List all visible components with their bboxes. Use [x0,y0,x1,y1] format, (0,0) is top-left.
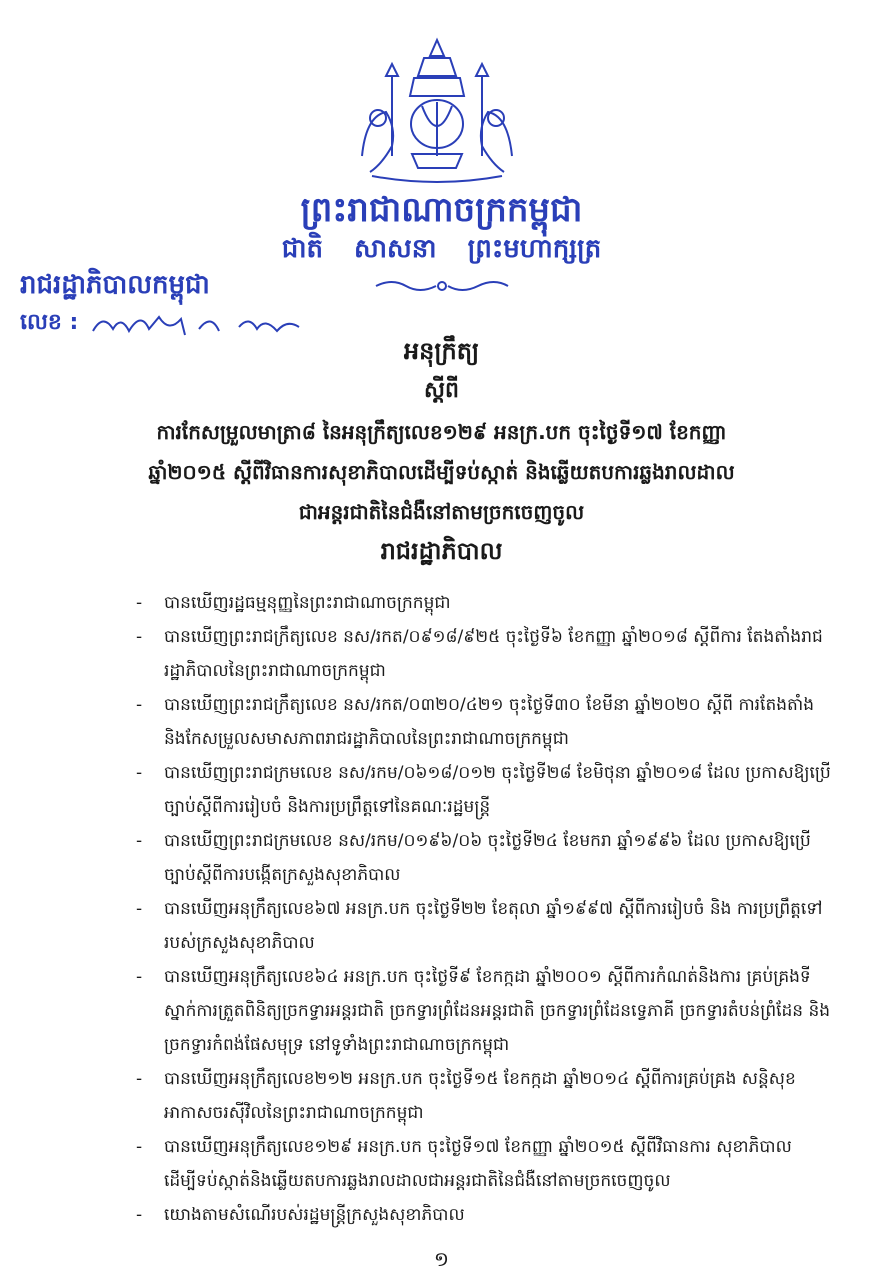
list-item: - បានឃើញអនុក្រឹត្យលេខ៦៤ អនក្រ.បក ចុះថ្ងៃទី៩ ខែកក្កដា ឆ្នាំ២០០១ ស្ដីពីការកំណត់និងការ គ្រប់គ្រងទីស្នាក់ការត្រួតពិនិត្យច្រកទ្វារអន្តរជាតិ ច្រកទ្វារព្រំដែនអន្តរជាតិ ច្រកទ្វារព្រំដែនទ្វេភាគី ច្រកទ្វារតំបន់ព្រំដែន និងច្រកទ្វារកំពង់ផែសមុទ្រ នៅទូទាំងព្រះរាជាណាចក្រកម្ពុជា [136,960,836,1062]
list-item: - បានឃើញអនុក្រឹត្យលេខ៦៧ អនក្រ.បក ចុះថ្ងៃទី២២ ខែតុលា ឆ្នាំ១៩៩៧ ស្ដីពីការរៀបចំ និង ការប្រព្រឹត្តទៅរបស់ក្រសួងសុខាភិបាល [136,892,836,960]
subject-title [60,412,823,532]
about-label: ស្ដីពី [424,378,459,403]
list-item: - បានឃើញអនុក្រឹត្យលេខ១២៩ អនក្រ.បក ចុះថ្ងៃទី១៧ ខែកញ្ញា ឆ្នាំ២០១៥ ស្ដីពីវិធានការ សុខាភិបាលដើម្បីទប់ស្កាត់និងឆ្លើយតបការឆ្លងរាលដាលជាអន្តរជាតិនៃជំងឺនៅតាមច្រកចេញចូល [136,1130,836,1198]
list-item: - បានឃើញព្រះរាជក្រមលេខ នស/រកម/០៦១៨/០១២ ចុះថ្ងៃទី២៨ ខែមិថុនា ឆ្នាំ២០១៨ ដែល ប្រកាសឱ្យប្រើច្បាប់ស្ដីពីការរៀបចំ និងការប្រព្រឹត្តទៅនៃគណៈរដ្ឋមន្ត្រី [136,756,836,824]
government-label: រាជរដ្ឋាភិបាលកម្ពុជា [20,270,210,300]
list-item: - បានឃើញព្រះរាជក្រមលេខ នស/រកម/០១៩៦/០៦ ចុះថ្ងៃទី២៤ ខែមករា ឆ្នាំ១៩៩៦ ដែល ប្រកាសឱ្យប្រើច្បាប់ស្ដីពីការបង្កើតក្រសួងសុខាភិបាល [136,824,836,892]
ornament-divider-icon [372,276,512,296]
handwritten-number-icon [89,309,309,339]
list-item-text: បានឃើញព្រះរាជក្រមលេខ នស/រកម/០១៩៦/០៦ ចុះថ្ងៃទី២៤ ខែមករា ឆ្នាំ១៩៩៦ ដែល ប្រកាសឱ្យប្រើច្បាប់ស្ដីពីការបង្កើតក្រសួងសុខាភិបាល [164,831,811,885]
list-item: - បានឃើញព្រះរាជក្រឹត្យលេខ នស/រកត/០៩១៨/៩២៥ ចុះថ្ងៃទី៦ ខែកញ្ញា ឆ្នាំ២០១៨ ស្ដីពីការ តែងតាំងរាជរដ្ឋាភិបាលនៃព្រះរាជាណាចក្រកម្ពុជា [136,620,836,688]
list-item-text: បានឃើញរដ្ឋធម្មនុញ្ញនៃព្រះរាជាណាចក្រកម្ពុជា [164,593,451,613]
list-item-text: បានឃើញអនុក្រឹត្យលេខ១២៩ អនក្រ.បក ចុះថ្ងៃទី១៧ ខែកញ្ញា ឆ្នាំ២០១៥ ស្ដីពីវិធានការ សុខាភិបាលដើម្បីទប់ស្កាត់និងឆ្លើយតបការឆ្លងរាលដាលជាអន្តរជាតិនៃជំងឺនៅតាមច្រកចេញចូល [164,1137,792,1191]
preamble-list [136,586,836,1232]
page-number: ១ [433,1247,450,1271]
government-heading: រាជរដ្ឋាភិបាល [380,537,503,565]
royal-emblem-icon [352,36,522,186]
kingdom-name: ព្រះរាជាណាចក្រកម្ពុជា [300,190,583,230]
list-item: - បានឃើញព្រះរាជក្រឹត្យលេខ នស/រកត/០៣២០/៤២១ ចុះថ្ងៃទី៣០ ខែមីនា ឆ្នាំ២០២០ ស្ដីពី ការតែងតាំង និងកែសម្រួលសមាសភាពរាជរដ្ឋាភិបាលនៃព្រះរាជាណាចក្រកម្ពុជា [136,688,836,756]
list-item-text: បានឃើញព្រះរាជក្រឹត្យលេខ នស/រកត/០៩១៨/៩២៥ ចុះថ្ងៃទី៦ ខែកញ្ញា ឆ្នាំ២០១៨ ស្ដីពីការ តែងតាំងរាជរដ្ឋាភិបាលនៃព្រះរាជាណាចក្រកម្ពុជា [164,627,823,681]
list-item-text: បានឃើញព្រះរាជក្រមលេខ នស/រកម/០៦១៨/០១២ ចុះថ្ងៃទី២៨ ខែមិថុនា ឆ្នាំ២០១៨ ដែល ប្រកាសឱ្យប្រើច្បាប់ស្ដីពីការរៀបចំ និងការប្រព្រឹត្តទៅនៃគណៈរដ្ឋមន្ត្រី [164,763,831,817]
list-item-text: បានឃើញព្រះរាជក្រឹត្យលេខ នស/រកត/០៣២០/៤២១ ចុះថ្ងៃទី៣០ ខែមីនា ឆ្នាំ២០២០ ស្ដីពី ការតែងតាំង និងកែសម្រួលសមាសភាពរាជរដ្ឋាភិបាលនៃព្រះរាជាណាចក្រកម្ពុជា [164,695,815,749]
list-item-text: បានឃើញអនុក្រឹត្យលេខ៦៤ អនក្រ.បក ចុះថ្ងៃទី៩ ខែកក្កដា ឆ្នាំ២០០១ ស្ដីពីការកំណត់និងការ គ្រប់គ្រងទីស្នាក់ការត្រួតពិនិត្យច្រកទ្វារអន្តរជាតិ ច្រកទ្វារព្រំដែនអន្តរជាតិ ច្រកទ្វារព្រំដែនទ្វេភាគី ច្រកទ្វារតំបន់ព្រំដែន និងច្រកទ្វារកំពង់ផែសមុទ្រ នៅទូទាំងព្រះរាជាណាចក្រកម្ពុជា [164,967,831,1055]
subject-line: ជាអន្តរជាតិនៃជំងឺនៅតាមច្រកចេញចូល [298,500,585,524]
number-label: លេខ : [20,310,79,335]
list-item-text: បានឃើញអនុក្រឹត្យលេខ៦៧ អនក្រ.បក ចុះថ្ងៃទី២២ ខែតុលា ឆ្នាំ១៩៩៧ ស្ដីពីការរៀបចំ និង ការប្រព្រឹត្តទៅរបស់ក្រសួងសុខាភិបាល [164,899,823,953]
subject-line: ការកែសម្រួលមាត្រា៨ នៃអនុក្រឹត្យលេខ១២៩ អនក្រ.បក ចុះថ្ងៃទី១៧ ខែកញ្ញា [156,420,727,444]
list-item: - បានឃើញអនុក្រឹត្យលេខ២១២ អនក្រ.បក ចុះថ្ងៃទី១៥ ខែកក្កដា ឆ្នាំ២០១៤ ស្ដីពីការគ្រប់គ្រង សន្តិសុខអាកាសចរស៊ីវិលនៃព្រះរាជាណាចក្រកម្ពុជា [136,1062,836,1130]
list-item-text: បានឃើញអនុក្រឹត្យលេខ២១២ អនក្រ.បក ចុះថ្ងៃទី១៥ ខែកក្កដា ឆ្នាំ២០១៤ ស្ដីពីការគ្រប់គ្រង សន្តិសុខអាកាសចរស៊ីវិលនៃព្រះរាជាណាចក្រកម្ពុជា [164,1069,796,1123]
national-motto: ជាតិ សាសនា ព្រះមហាក្សត្រ [281,234,602,264]
subject-line: ឆ្នាំ២០១៥ ស្ដីពីវិធានការសុខាភិបាលដើម្បីទប់ស្កាត់ និងឆ្លើយតបការឆ្លងរាលដាល [148,460,735,484]
list-item: - បានឃើញរដ្ឋធម្មនុញ្ញនៃព្រះរាជាណាចក្រកម្ពុជា [136,586,836,620]
document-type-title: អនុក្រឹត្យ [403,337,480,365]
list-item: - យោងតាមសំណើរបស់រដ្ឋមន្ត្រីក្រសួងសុខាភិបាល [136,1198,836,1232]
list-item-text: យោងតាមសំណើរបស់រដ្ឋមន្ត្រីក្រសួងសុខាភិបាល [164,1205,465,1225]
